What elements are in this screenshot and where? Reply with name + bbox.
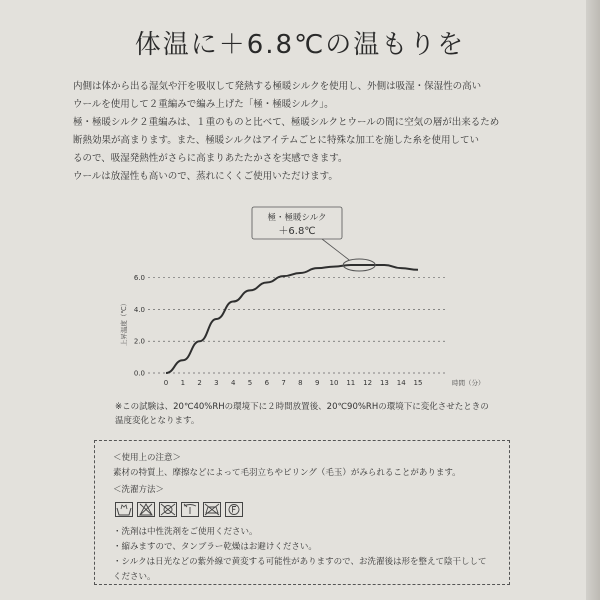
x-tick-label: 11 <box>346 379 356 387</box>
x-tick-label: 15 <box>413 379 423 387</box>
x-tick-label: 2 <box>197 379 202 387</box>
callout-label: 極・極暖シルク <box>267 213 327 223</box>
intro-line: ウールは放湿性も高いので、蒸れにくくご使用いただけます。 <box>73 171 338 182</box>
x-tick-label: 14 <box>396 379 406 387</box>
hand-wash-icon <box>115 502 133 517</box>
intro-line: ウールを使用して２重編みで編み上げた「極・極暖シルク」。 <box>73 99 334 110</box>
caution-heading: ＜使用上の注意＞ <box>113 453 182 463</box>
note-line: ※この試験は、20℃40%RHの環境下に２時間放置後、20℃90%RHの環境下に変化させたときの <box>115 402 489 412</box>
x-tick-label: 1 <box>180 379 186 387</box>
caution-text: 素材の特質上、摩擦などによって毛羽立ちやピリング（毛玉）がみられることがあります。 <box>113 468 461 478</box>
intro-line: 極・極暖シルク２重編みは、１重のものと比べて、極暖シルクとウールの間に空気の層が出来るため <box>73 117 500 128</box>
x-tick-label: 5 <box>247 379 253 387</box>
care-instructions-box <box>94 440 510 585</box>
x-tick-label: 8 <box>298 379 303 387</box>
x-tick-label: 4 <box>230 379 236 387</box>
page-title: 体温に＋6.8℃の温もりを <box>134 30 466 60</box>
intro-line: るので、吸湿発熱性がさらに高まりあたたかさを実感できます。 <box>73 153 348 164</box>
no-bleach-icon <box>137 502 155 517</box>
no-iron-icon <box>203 502 221 517</box>
intro-line: 内側は体から出る湿気や汗を吸収して発熱する極暖シルクを使用し、外側は吸湿・保湿性の高い <box>73 81 482 92</box>
y-tick-label: 2.0 <box>133 337 145 346</box>
x-tick-label: 12 <box>363 379 373 387</box>
hang-dry-shade-icon <box>181 502 199 517</box>
care-bullet: ・洗剤は中性洗剤をご使用ください。 <box>113 527 258 537</box>
x-tick-label: 10 <box>329 379 339 387</box>
temperature-chart <box>100 205 500 395</box>
x-tick-label: 3 <box>214 379 219 387</box>
temperature-curve <box>166 265 418 373</box>
care-bullet: ・縮みますので、タンブラー乾燥はお避けください。 <box>113 542 317 552</box>
y-tick-label: 0.0 <box>133 369 145 378</box>
callout-pointer <box>322 239 349 260</box>
wash-heading: ＜洗濯方法＞ <box>113 485 165 495</box>
intro-text <box>73 78 543 186</box>
x-tick-label: 7 <box>281 379 286 387</box>
intro-line: 断熱効果が高まります。また、極暖シルクはアイテムごとに特殊な加工を施した糸を使用してい <box>73 135 479 146</box>
test-note <box>115 400 515 428</box>
note-line: 温度変化となります。 <box>115 416 200 426</box>
care-bullet: ・シルクは日光などの紫外線で黄変する可能性がありますので、お洗濯後は形を整えて陰干ししてください。 <box>113 557 487 582</box>
box-edge <box>586 0 600 600</box>
x-tick-label: 13 <box>379 379 389 387</box>
x-axis-label: 時間（分） <box>452 379 485 387</box>
x-tick-label: 0 <box>163 379 169 387</box>
y-axis-label: 上昇温度（℃） <box>120 299 128 347</box>
y-tick-label: 4.0 <box>133 305 145 314</box>
x-tick-label: 9 <box>314 379 320 387</box>
callout-value: ＋6.8℃ <box>278 226 316 237</box>
no-tumble-dry-icon <box>159 502 177 517</box>
x-tick-label: 6 <box>264 379 270 387</box>
wash-symbols <box>115 502 491 517</box>
dry-clean-F-icon <box>225 502 243 517</box>
y-tick-label: 6.0 <box>133 274 145 283</box>
